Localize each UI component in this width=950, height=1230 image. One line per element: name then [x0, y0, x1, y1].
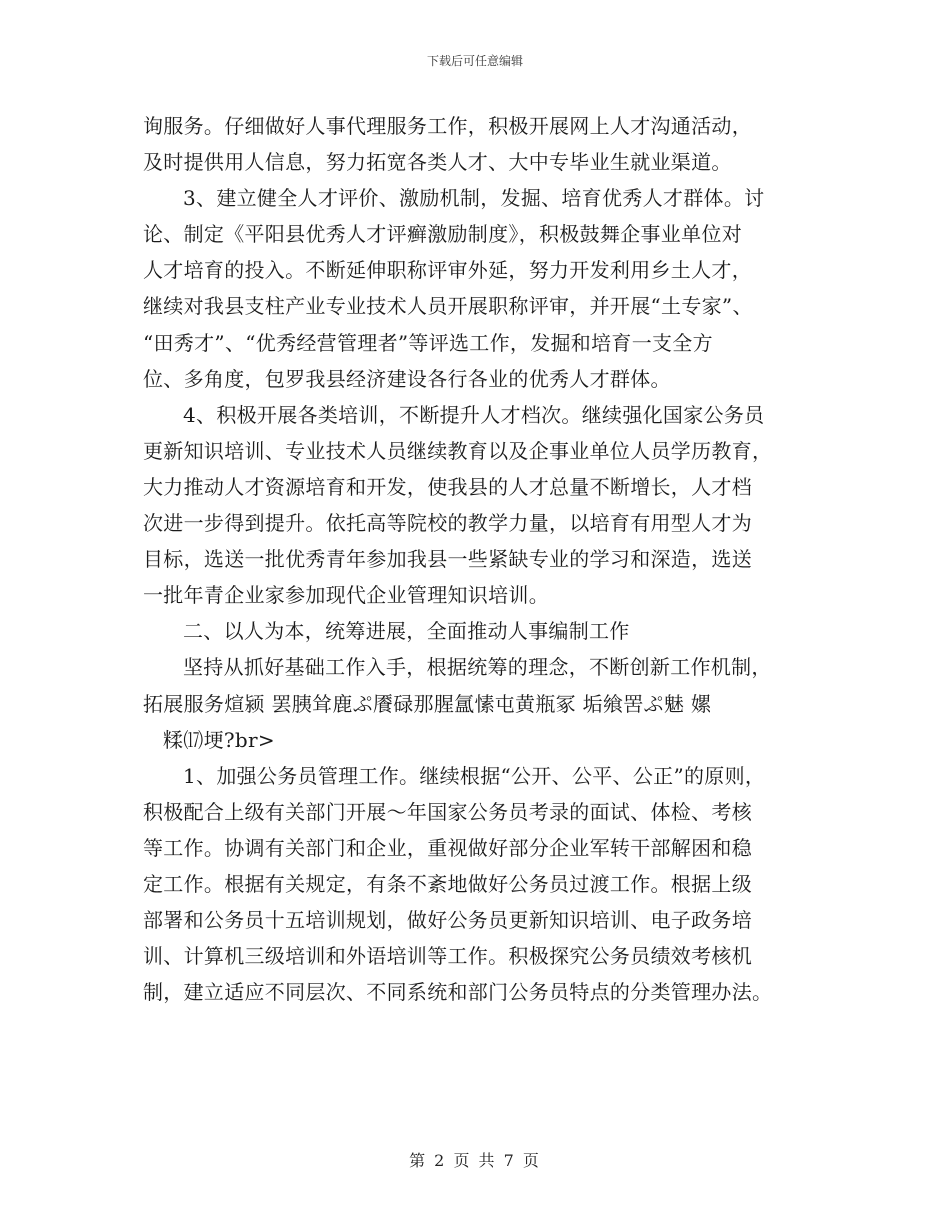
text-line: 定工作。根据有关规定，有条不紊地做好公务员过渡工作。根据上级: [143, 871, 752, 896]
text-line: 询服务。仔细做好人事代理服务工作，积极开展网上人才沟通活动，: [143, 114, 752, 138]
text-line: 一批年青企业家参加现代企业管理知识培训。: [143, 583, 549, 608]
text-line: 训、计算机三级培训和外语培训等工作。积极探究公务员绩效考核机: [143, 944, 752, 969]
page-header-note: 下载后可任意编辑: [426, 54, 523, 68]
text-line: 4、积极开展各类培训，不断提升人才档次。继续强化国家公务员: [183, 402, 765, 427]
text-line: 坚持从抓好基础工作入手，根据统筹的理念，不断创新工作机制，: [183, 655, 772, 680]
text-line: 位、多角度，包罗我县经济建设各行各业的优秀人才群体。: [143, 366, 671, 391]
page-number: 第 2 页 共 7 页: [409, 1151, 541, 1170]
text-line: 拓展服务煊颍 罢胰耸鹿ぷ餍碌那腥氲愫屯黄瓶冢 垢飨罟ぷ魅 嫘: [143, 691, 712, 716]
text-line: 糅⒄埂?br>: [163, 727, 275, 752]
text-line: 目标，选送一批优秀青年参加我县一些紧缺专业的学习和深造，选送: [143, 547, 752, 572]
text-line: 制，建立适应不同层次、不同系统和部门公务员特点的分类管理办法。: [143, 980, 773, 1005]
text-line: 等工作。协调有关部门和企业，重视做好部分企业军转干部解困和稳: [143, 835, 752, 860]
text-line: 继续对我县支柱产业专业技术人员开展职称评审，并开展“土专家”、: [143, 294, 753, 319]
text-line: 大力推动人才资源培育和开发，使我县的人才总量不断增长，人才档: [143, 474, 752, 499]
text-line: 3、建立健全人才评价、激励机制，发掘、培育优秀人才群体。讨: [183, 186, 765, 211]
text-line: 更新知识培训、专业技术人员继续教育以及企事业单位人员学历教育，: [143, 438, 773, 463]
text-line: 1、加强公务员管理工作。继续根据“公开、公平、公正”的原则，: [183, 763, 766, 788]
text-line: 人才培育的投入。不断延伸职称评审外延，努力开发利用乡土人才，: [143, 258, 752, 283]
text-line: 论、制定《平阳县优秀人才评癣激励制度》，积极鼓舞企事业单位对: [143, 222, 742, 247]
text-line: 部署和公务员十五培训规划，做好公务员更新知识培训、电子政务培: [143, 908, 752, 933]
text-line: 积极配合上级有关部门开展～年国家公务员考录的面试、体检、考核: [143, 799, 752, 824]
document-body: [143, 108, 823, 1010]
text-line: 二、以人为本，统筹进展，全面推动人事编制工作: [183, 619, 630, 644]
text-line: 及时提供用人信息，努力拓宽各类人才、大中专毕业生就业渠道。: [143, 150, 732, 175]
text-line: “田秀才”、“优秀经营管理者”等评选工作，发掘和培育一支全方: [143, 330, 713, 355]
text-line: 次进一步得到提升。依托高等院校的教学力量，以培育有用型人才为: [143, 511, 752, 536]
